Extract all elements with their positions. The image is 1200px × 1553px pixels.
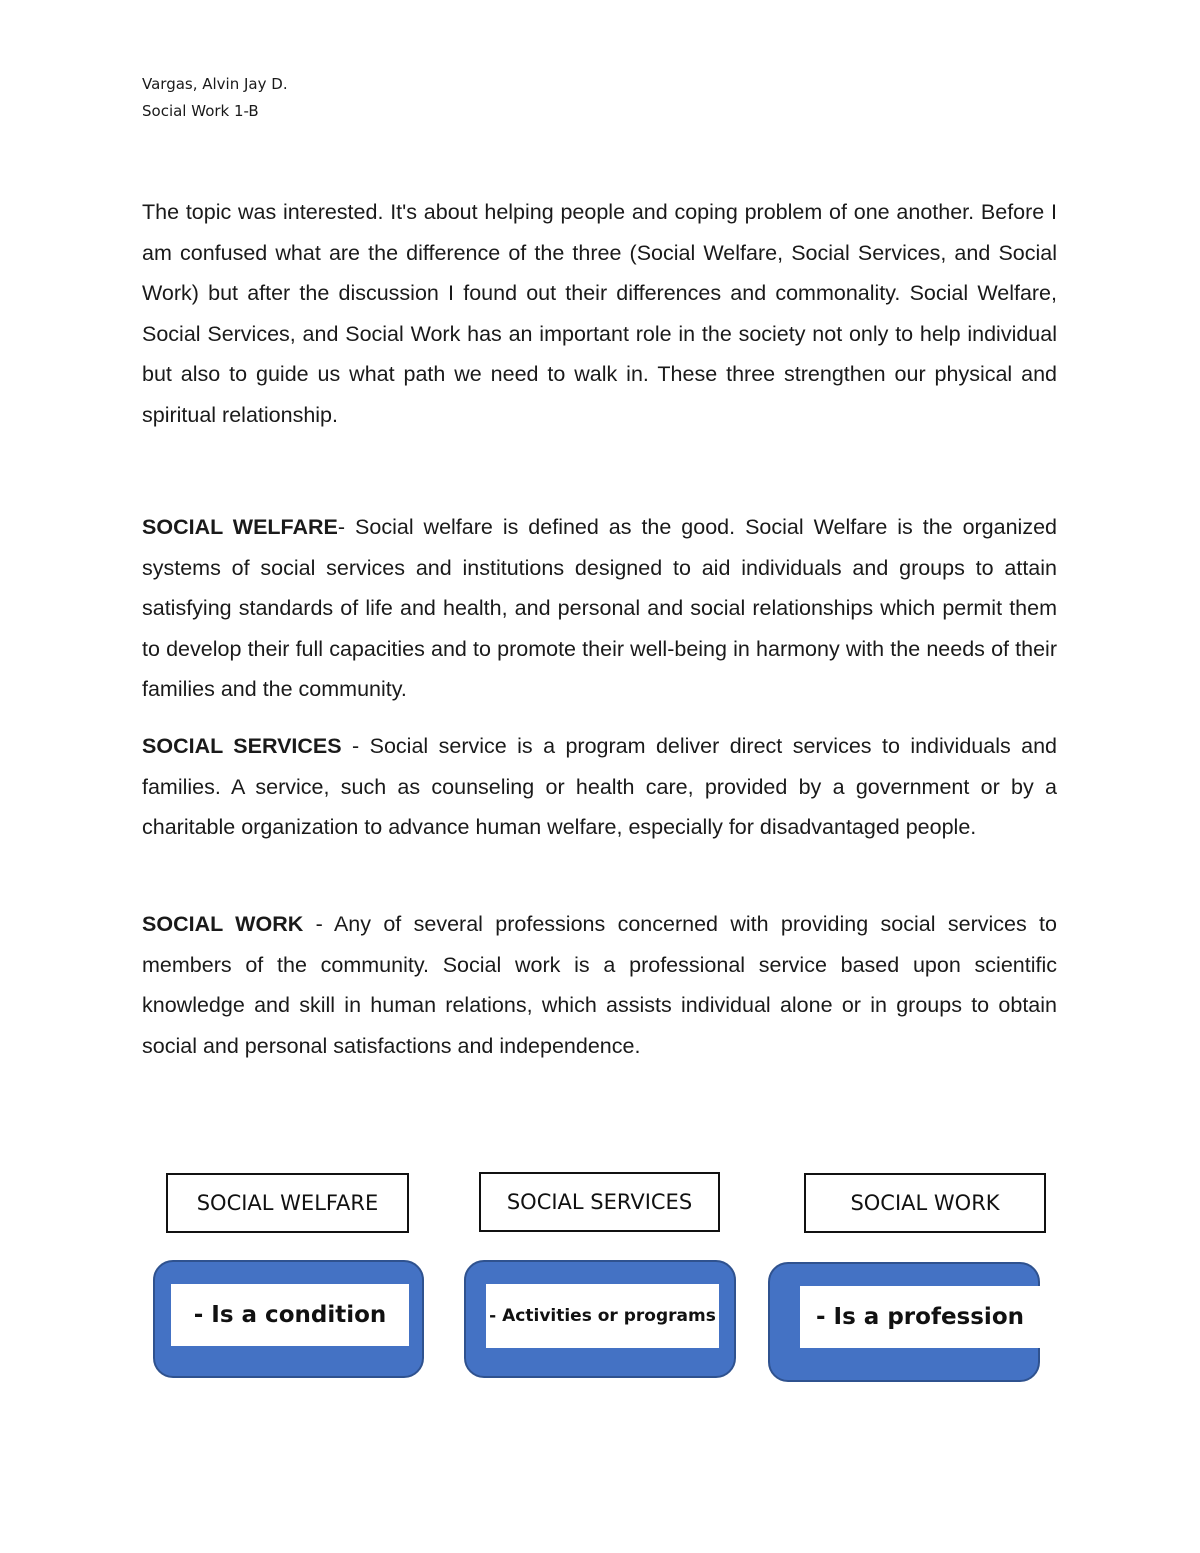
diagram-card-social-services [464, 1260, 736, 1378]
definition-social-work [142, 904, 1057, 1066]
definition-social-services [142, 726, 1057, 848]
diagram-card-social-work [768, 1262, 1040, 1382]
intro-paragraph: The topic was interested. It's about helping people and coping problem of one another. Before I am confused what are the difference of the three (Social Welfare, Social Services, and Social Work) but after the discussion I found out their differences and commonality. Social Welfare, Social Services, and Social Work has an important role in the society not only to help individual but also to guide us what path we need to walk in. These three strengthen our physical and spiritual relationship. [142, 200, 1057, 427]
definition-text: Any of several professions concerned with providing social services to members of the community. Social work is a professional service based upon scientific knowledge and skill in human relations, which assists individual alone or in groups to obtain social and personal satisfactions and independence. [142, 912, 1057, 1058]
author-name: Vargas, Alvin Jay D. [142, 75, 288, 93]
diagram-label-social-work: SOCIAL WORK [804, 1173, 1046, 1233]
definition-term: SOCIAL WELFARE [142, 515, 338, 539]
card-description: - Activities or programs [486, 1284, 719, 1348]
definition-term: SOCIAL WORK [142, 912, 304, 936]
definition-term: SOCIAL SERVICES [142, 734, 342, 758]
definition-text: Social service is a program deliver direct services to individuals and families. A service, such as counseling or health care, provided by a government or by a charitable organization to advance human welfare, especially for disadvantaged people. [142, 734, 1058, 840]
definition-text: Social welfare is defined as the good. Social Welfare is the organized systems of social services and institutions designed to aid individuals and groups to attain satisfying standards of life and health, and personal and social relationships which permit them to develop their full capacities and to promote their well-being in harmony with the needs of their families and the community. [142, 515, 1057, 702]
diagram-label-social-welfare: SOCIAL WELFARE [166, 1173, 409, 1233]
definition-separator: - [337, 515, 356, 539]
definition-separator: - [303, 912, 334, 936]
course-name: Social Work 1-B [142, 102, 259, 120]
diagram-card-social-welfare [153, 1260, 424, 1378]
definition-separator: - [341, 734, 370, 758]
diagram-label-social-services: SOCIAL SERVICES [479, 1172, 720, 1232]
definition-social-welfare [142, 507, 1057, 710]
card-description: - Is a profession [800, 1286, 1040, 1348]
card-description: - Is a condition [171, 1284, 409, 1346]
